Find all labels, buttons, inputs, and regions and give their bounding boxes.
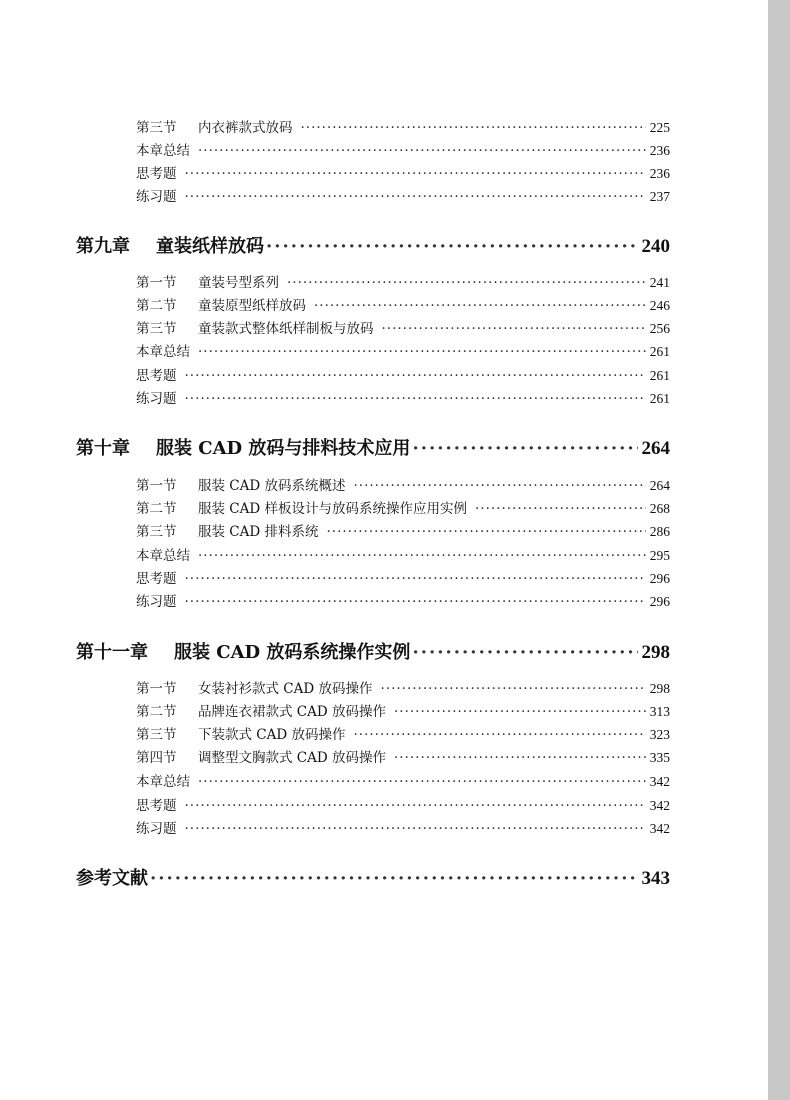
page-number: 256 (649, 321, 670, 336)
chapter-number: 第十章 (76, 438, 130, 459)
entry-title: 下装款式 CAD 放码操作 (198, 727, 346, 743)
leader-dots (198, 548, 646, 564)
section-number: 第三节 (136, 524, 177, 540)
leader-dots (287, 275, 646, 291)
entry-title: 本章总结 (136, 143, 190, 159)
entry-title: 思考题 (136, 166, 177, 182)
section-number: 第二节 (136, 298, 177, 314)
page-number: 264 (649, 478, 670, 493)
entry-title: 练习题 (136, 821, 177, 837)
leader-dots (475, 501, 646, 517)
entry-title: 练习题 (136, 391, 177, 407)
leader-dots (354, 478, 646, 494)
toc-entry[interactable] (136, 139, 670, 159)
chapter-heading[interactable] (76, 638, 670, 666)
toc-entry[interactable] (136, 590, 670, 610)
chapter-heading[interactable] (76, 434, 670, 462)
page-number: 342 (649, 821, 670, 836)
leader-dots (150, 868, 638, 889)
entry-title: 内衣裤款式放码 (198, 120, 293, 136)
page-number: 335 (649, 750, 670, 765)
entry-title: 调整型文胸款式 CAD 放码操作 (198, 750, 386, 766)
toc-entry[interactable] (136, 317, 670, 337)
toc-entry[interactable] (136, 340, 670, 360)
toc-entry[interactable] (136, 387, 670, 407)
toc-entry[interactable] (136, 567, 670, 587)
page-number: 225 (649, 120, 670, 135)
toc-entry[interactable] (136, 520, 670, 540)
leader-dots (412, 438, 637, 459)
toc-entry[interactable] (136, 544, 670, 564)
leader-dots (185, 189, 646, 205)
entry-title: 练习题 (136, 189, 177, 205)
leader-dots (412, 642, 637, 663)
toc-entry[interactable] (136, 364, 670, 384)
page-number: 240 (641, 236, 670, 257)
leader-dots (354, 727, 646, 743)
toc-entry[interactable] (136, 723, 670, 743)
toc-entry[interactable] (136, 271, 670, 291)
toc-entry[interactable] (136, 794, 670, 814)
page-number: 342 (649, 774, 670, 789)
chapter-title: 服装 CAD 放码系统操作实例 (174, 642, 411, 663)
leader-dots (301, 120, 646, 136)
references-heading[interactable] (76, 864, 670, 892)
toc-entry[interactable] (136, 294, 670, 314)
toc-entry[interactable] (136, 497, 670, 517)
entry-title: 思考题 (136, 368, 177, 384)
leader-dots (185, 821, 646, 837)
leader-dots (198, 143, 646, 159)
page-number: 246 (649, 298, 670, 313)
leader-dots (327, 524, 646, 540)
entry-title: 服装 CAD 排料系统 (198, 524, 319, 540)
entry-title: 本章总结 (136, 344, 190, 360)
page-number: 298 (649, 681, 670, 696)
leader-dots (185, 166, 646, 182)
section-number: 第二节 (136, 704, 177, 720)
page-number: 295 (649, 548, 670, 563)
entry-title: 女装衬衫款式 CAD 放码操作 (198, 681, 373, 697)
entry-title: 服装 CAD 样板设计与放码系统操作应用实例 (198, 501, 467, 517)
section-number: 第一节 (136, 681, 177, 697)
leader-dots (382, 321, 646, 337)
section-number: 第二节 (136, 501, 177, 517)
leader-dots (185, 391, 646, 407)
page-number: 286 (649, 524, 670, 539)
chapter-title: 参考文献 (76, 868, 148, 889)
entry-title: 童装款式整体纸样制板与放码 (198, 321, 374, 337)
entry-title: 练习题 (136, 594, 177, 610)
leader-dots (381, 681, 646, 697)
entry-title: 童装号型系列 (198, 275, 279, 291)
entry-title: 服装 CAD 放码系统概述 (198, 478, 346, 494)
entry-title: 本章总结 (136, 774, 190, 790)
page-number: 261 (649, 368, 670, 383)
toc-entry[interactable] (136, 746, 670, 766)
section-number: 第一节 (136, 478, 177, 494)
toc-entry[interactable] (136, 770, 670, 790)
chapter-title: 服装 CAD 放码与排料技术应用 (156, 438, 411, 459)
page-number: 296 (649, 594, 670, 609)
page-number: 261 (649, 391, 670, 406)
page-number: 268 (649, 501, 670, 516)
leader-dots (266, 236, 638, 257)
leader-dots (185, 571, 646, 587)
page-number: 343 (641, 868, 670, 889)
chapter-number: 第十一章 (76, 642, 148, 663)
toc-entry[interactable] (136, 677, 670, 697)
leader-dots (185, 368, 646, 384)
leader-dots (394, 704, 646, 720)
leader-dots (198, 774, 646, 790)
section-number: 第三节 (136, 727, 177, 743)
toc-entry[interactable] (136, 162, 670, 182)
leader-dots (185, 594, 646, 610)
page-number: 296 (649, 571, 670, 586)
scrollbar[interactable] (768, 0, 790, 1100)
entry-title: 本章总结 (136, 548, 190, 564)
page-number: 241 (649, 275, 670, 290)
page-number: 236 (649, 166, 670, 181)
page-number: 264 (641, 438, 670, 459)
section-number: 第一节 (136, 275, 177, 291)
toc-entry[interactable] (136, 817, 670, 837)
chapter-number: 第九章 (76, 236, 130, 257)
page-number: 313 (649, 704, 670, 719)
toc-entry[interactable] (136, 116, 670, 136)
section-number: 第三节 (136, 120, 177, 136)
leader-dots (314, 298, 646, 314)
chapter-title: 童装纸样放码 (156, 236, 264, 257)
chapter-heading[interactable] (76, 232, 670, 260)
page-number: 298 (641, 642, 670, 663)
entry-title: 品牌连衣裙款式 CAD 放码操作 (198, 704, 386, 720)
page-number: 237 (649, 189, 670, 204)
section-number: 第四节 (136, 750, 177, 766)
toc-entry[interactable] (136, 185, 670, 205)
section-number: 第三节 (136, 321, 177, 337)
page-number: 236 (649, 143, 670, 158)
page-number: 342 (649, 798, 670, 813)
toc-entry[interactable] (136, 700, 670, 720)
leader-dots (198, 344, 646, 360)
entry-title: 思考题 (136, 571, 177, 587)
leader-dots (185, 798, 646, 814)
toc-entry[interactable] (136, 474, 670, 494)
page-number: 323 (649, 727, 670, 742)
entry-title: 思考题 (136, 798, 177, 814)
leader-dots (394, 750, 646, 766)
page-number: 261 (649, 344, 670, 359)
entry-title: 童装原型纸样放码 (198, 298, 306, 314)
